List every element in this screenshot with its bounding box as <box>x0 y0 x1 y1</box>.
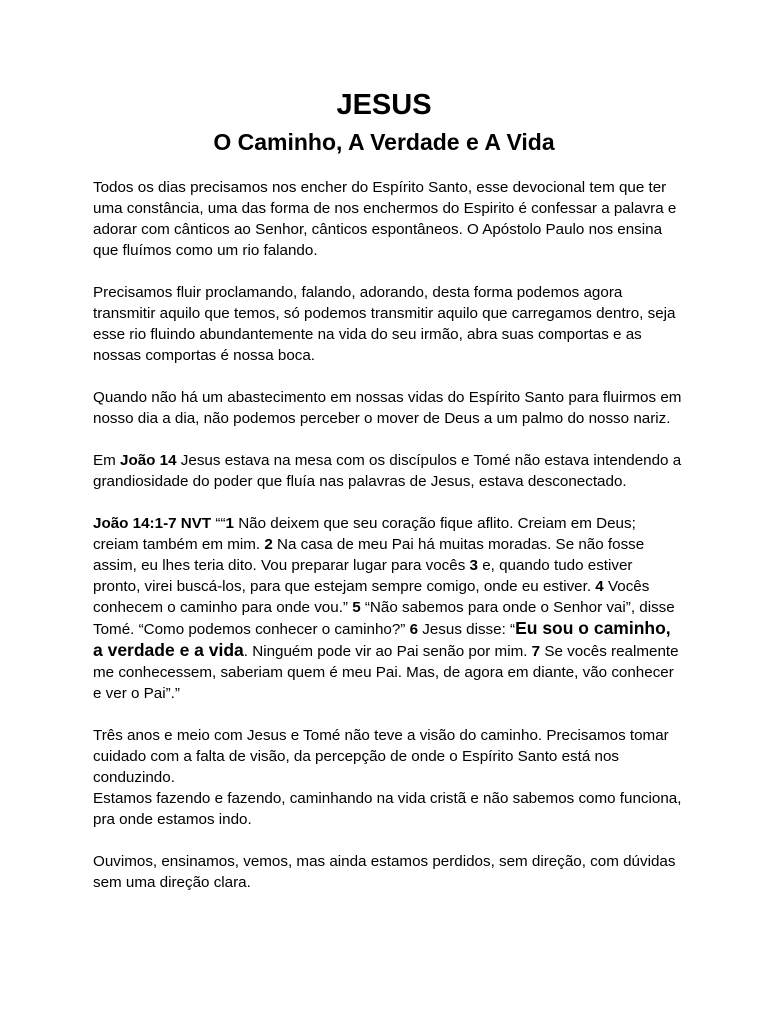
verse-number: 2 <box>264 536 273 553</box>
verse-number: 3 <box>469 557 478 574</box>
verse-number: 1 <box>225 515 234 532</box>
verse-number: 5 <box>352 599 361 616</box>
verse-number: 7 <box>531 643 541 660</box>
verse-number: 4 <box>595 578 604 595</box>
verse-number: 6 <box>409 621 419 638</box>
p4-post: Jesus estava na mesa com os discípulos e Tomé não estava intendendo a grandiosidade do poder que fluía nas palavras de Jesus, estava desconectado. <box>93 452 682 490</box>
paragraph-6b: Estamos fazendo e fazendo, caminhando na vida cristã e não sabemos como funciona, pra onde estamos indo. <box>93 790 682 828</box>
verse-text: e, quando tudo estiver pronto, virei buscá-los, para que estejam sempre comigo, onde eu estiver. <box>93 557 633 595</box>
paragraph-7: Ouvimos, ensinamos, vemos, mas ainda estamos perdidos, sem direção, com dúvidas sem uma direção clara. <box>93 853 676 891</box>
document-body <box>93 177 683 914</box>
paragraph-3: Quando não há um abastecimento em nossas vidas do Espírito Santo para fluirmos em nosso dia a dia, não podemos perceber o mover de Deus a um palmo do nosso nariz. <box>93 389 682 427</box>
paragraph-1: Todos os dias precisamos nos encher do Espírito Santo, esse devocional tem que ter uma constância, uma das forma de nos enchermos do Espirito é confessar a palavra e adorar com cânticos ao Senhor, cânticos espontâneos. O Apóstolo Paulo nos ensina que fluímos como um rio falando. <box>93 179 677 259</box>
verse-text: Jesus disse: “ <box>418 621 516 638</box>
verse-text: Não deixem que seu coração fique aflito. Creiam em Deus; creiam também em mim. <box>93 515 636 553</box>
page-title: JESUS <box>336 89 432 121</box>
quote-open: ““ <box>211 515 226 532</box>
verse-text: “Não sabemos para onde o Senhor vai”, disse Tomé. “Como podemos conhecer o caminho?” <box>93 599 675 638</box>
paragraph-6a: Três anos e meio com Jesus e Tomé não teve a visão do caminho. Precisamos tomar cuidado com a falta de visão, da percepção de onde o Espírito Santo está nos conduzindo. <box>93 727 669 786</box>
verse-text: . Ninguém pode vir ao Pai senão por mim. <box>243 643 532 660</box>
p4-pre: Em <box>93 452 121 469</box>
paragraph-4 <box>93 450 683 492</box>
verse-text: Vocês conhecem o caminho para onde vou.” <box>93 578 650 616</box>
scripture-reference: João 14:1-7 NVT <box>93 515 212 532</box>
verse-text: Se vocês realmente me conhecessem, saberiam quem é meu Pai. Mas, de agora em diante, vão conhecer e ver o Pai”.” <box>93 643 679 702</box>
emphasized-quote: Eu sou o caminho, a verdade e a vida <box>93 618 671 660</box>
scripture-passage <box>93 513 683 704</box>
bible-reference: João 14 <box>120 452 177 469</box>
page-subtitle: O Caminho, A Verdade e A Vida <box>213 129 555 155</box>
paragraph-2: Precisamos fluir proclamando, falando, adorando, desta forma podemos agora transmitir aquilo que temos, só podemos transmitir aquilo que carregamos dentro, seja esse rio fluindo abundantemente na vida do seu irmão, abra suas comportas e as nossas comportas é nossa boca. <box>93 284 676 364</box>
verse-text: Na casa de meu Pai há muitas moradas. Se não fosse assim, eu lhes teria dito. Vou preparar lugar para vocês <box>93 536 645 574</box>
